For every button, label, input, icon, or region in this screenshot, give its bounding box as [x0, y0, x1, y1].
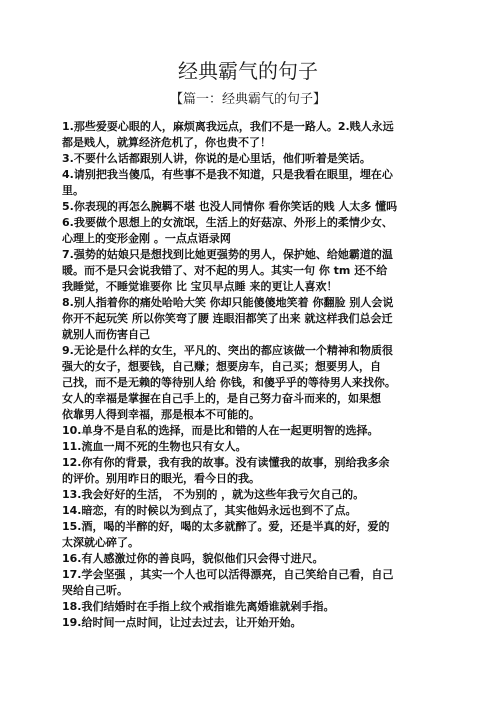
text-line: 心理上的变形金刚 。一点点语录网 [62, 232, 231, 245]
text-line: 里。 [62, 184, 84, 197]
document-body [62, 119, 440, 631]
document-title: 经典霸气的句子 [178, 59, 318, 83]
text-line: 13.我会好好的生活， 不为别的 ，就为这些年我亏欠自己的。 [62, 488, 365, 501]
text-line: 就别人而伤害自己 [62, 328, 150, 341]
text-line: 9.无论是什么样的女生，平凡的、突出的都应该做一个精神和物质很 [62, 344, 393, 357]
text-line: 14.暗恋，有的时候以为到点了，其实他妈永远也到不了点。 [62, 504, 357, 517]
text-line: 强大的女子，想要钱，自己赚；想要房车，自己买；想要男人，自 [62, 360, 381, 373]
text-line: 你开不起玩笑 所以你笑弯了腰 连眼泪都笑了出来 就这样我们总会迁 [62, 312, 393, 325]
text-line: 3.不要什么话都跟别人讲，你说的是心里话，他们听着是笑话。 [62, 152, 371, 165]
text-line: 10.单身不是自私的选择，而是比和错的人在一起更明智的选择。 [62, 424, 379, 437]
text-line: 4.请别把我当傻瓜，有些事不是我不知道，只是我看在眼里，埋在心 [62, 168, 393, 181]
text-line: 己找，而不是无赖的等待别人给 你钱，和傻乎乎的等待男人来找你。 [62, 376, 396, 389]
text-line: 暖。而不是只会说我错了、对不起的男人。其实一句 你 tm 还不给 [62, 264, 388, 277]
text-line: 女人的幸福是掌握在自己手上的，是自己努力奋斗而来的，如果想 [62, 392, 381, 405]
text-line: 的评价。别用昨日的眼光，看今日的我。 [62, 472, 260, 485]
text-line: 7.强势的姑娘只是想找到比她更强势的男人，保护她、给她霸道的温 [62, 248, 393, 261]
text-line: 哭给自己听。 [62, 584, 128, 597]
text-line: 太深就心碎了。 [62, 536, 139, 549]
text-line: 我睡觉，不睡觉谁要你 比 宝贝早点睡 来的更让人喜欢！ [62, 280, 338, 293]
text-line: 1.那些爱耍心眼的人，麻烦离我远点，我们不是一路人。2.贱人永远 [62, 120, 394, 133]
text-line: 5.你表现的再怎么腕羁不堪 也没人同情你 看你笑话的贱 人太多 懂吗 [62, 200, 398, 213]
text-line: 18.我们结婚时在手指上纹个戒指谁先离婚谁就剁手指。 [62, 600, 335, 613]
text-line: 11.流血一周不死的生物也只有女人。 [62, 440, 247, 453]
text-line: 都是贱人，就算经济危机了，你也贵不了！ [62, 136, 271, 149]
text-line: 12.你有你的背景，我有我的故事。没有读懂我的故事，别给我多余 [62, 456, 390, 469]
text-line: 15.酒，喝的半醉的好，喝的太多就醉了。爱，还是半真的好，爱的 [62, 520, 390, 533]
text-line: 19.给时间一点时间，让过去过去，让开始开始。 [62, 616, 302, 629]
document-subtitle: 【篇一：经典霸气的句子】 [169, 92, 326, 107]
text-line: 16.有人感激过你的善良吗，貌似他们只会得寸进尺。 [62, 552, 324, 565]
text-line: 8.别人指着你的痛处哈哈大笑 你却只能傻傻地笑着 你翻脸 别人会说 [62, 296, 394, 309]
text-line: 17.学会坚强 ，其实一个人也可以活得漂亮，自己笑给自己看，自己 [62, 568, 394, 581]
text-line: 6.我要做个思想上的女流氓，生活上的好菇凉、外形上的柔情少女、 [62, 216, 393, 229]
text-line: 依靠男人得到幸福，那是根本不可能的。 [62, 408, 260, 421]
